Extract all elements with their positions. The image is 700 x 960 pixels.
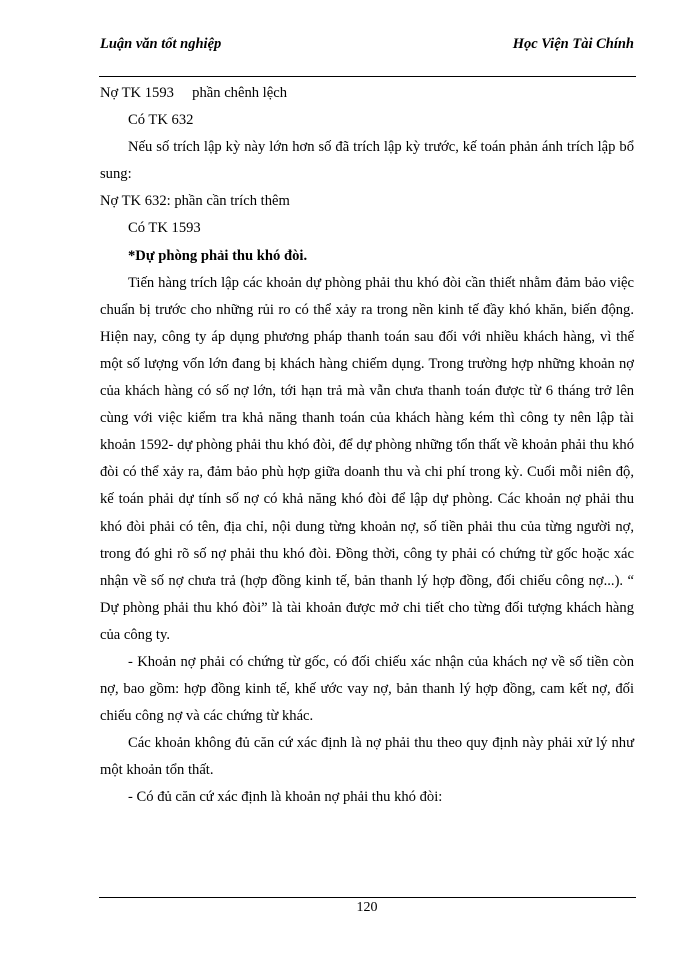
paragraph-additional-provision: Nếu số trích lập kỳ này lớn hơn số đã trích lập kỳ trước, kế toán phản ánh trích lập bổ sung: [100,139,634,183]
entry-debit-1593: Nợ TK 1593 phần chênh lệch [100,85,287,101]
entry-debit-632: Nợ TK 632: phần cần trích thêm [100,193,290,210]
section-heading: *Dự phòng phải thu khó đòi. [128,247,308,264]
page-body [100,80,634,812]
paragraph-loss-treatment: Các khoản không đủ căn cứ xác định là nợ phải thu theo quy định này phải xử lý như một khoản tổn thất. [100,735,634,779]
header-thesis-title: Luận văn tốt nghiệp [100,36,222,52]
footer-rule [99,897,636,898]
paragraph-original-documents: - Khoản nợ phải có chứng từ gốc, có đối chiếu xác nhận của khách nợ về số tiền còn nợ, bao gồm: hợp đồng kinh tế, khế ước vay nợ, bản thanh lý hợp đồng, cam kết nợ, đối chiếu công nợ và các chứng từ khác. [100,653,634,725]
entry-credit-632: Có TK 632 [128,112,194,129]
header-rule [99,76,636,77]
page-header [100,36,634,53]
paragraph-bad-debt-provision: Tiến hàng trích lập các khoản dự phòng phải thu khó đòi cần thiết nhằm đảm bảo việc chuẩn bị trước cho những rủi ro có thể xảy ra trong nền kinh tế đầy khó khăn, biến động. Hiện nay, công ty áp dụng phương pháp thanh toán sau đối với nhiều khách hàng, vì thế một số lượng vốn lớn đang bị khách hàng chiếm dụng. Trong trường hợp những khoản nợ của khách hàng có số nợ lớn, tới hạn trả mà vẫn chưa thanh toán được từ 6 tháng trở lên cùng với việc kiểm tra khả năng thanh toán của khách hàng kém thì công ty nên lập tài khoản 1592- dự phòng phải thu khó đòi, để dự phòng những tổn thất về khoản phải thu khó đòi có thể xảy ra, đảm bảo phù hợp giữa doanh thu và chi phí trong kỳ. Cuối mỗi niên độ, kế toán phải dự tính số nợ có khả năng khó đòi để lập dự phòng. Các khoản nợ phải thu khó đòi phải có tên, địa chỉ, nội dung từng khoản nợ, số tiền phải thu của từng người nợ, trong đó ghi rõ số nợ phải thu khó đòi. Đồng thời, công ty phải có chứng từ gốc hoặc xác nhận về số nợ chưa trả (hợp đồng kinh tế, bản thanh lý hợp đồng, đối chiếu công nợ...). “ Dự phòng phải thu khó đòi” là tài khoản được mở chi tiết cho từng đối tượng khách hàng của công ty. [100,274,634,643]
header-institution: Học Viện Tài Chính [512,36,634,52]
entry-credit-1593: Có TK 1593 [128,220,201,237]
page-number: 120 [356,900,378,915]
paragraph-bad-debt-criteria: - Có đủ căn cứ xác định là khoản nợ phải thu khó đòi: [128,789,443,806]
